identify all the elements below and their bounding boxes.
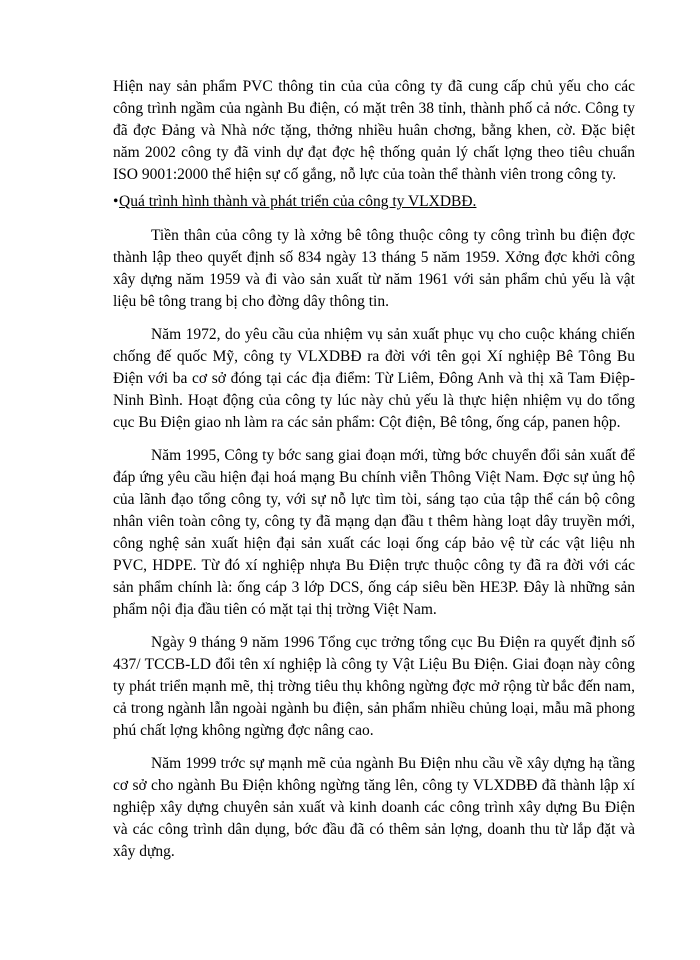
section-heading-text: Quá trình hình thành và phát triển của công ty VLXDBĐ.: [119, 193, 477, 210]
history-paragraph-1999: Năm 1999 trớc sự mạnh mẽ của ngành Bu Điện nhu cầu về xây dựng hạ tầng cơ sở cho ngành Bu Điện không ngừng tăng lên, công ty VLXDBĐ đã thành lập xí nghiệp xây dựng chuyên sản xuất và kinh doanh các công trình xây dựng Bu Điện và các công trình dân dụng, bớc đầu đã có thêm sản lợng, doanh thu từ lắp đặt và xây dựng.: [113, 755, 635, 860]
history-paragraph-1959: Tiền thân của công ty là xởng bê tông thuộc công ty công trình bu điện đợc thành lập theo quyết định số 834 ngày 13 tháng 5 năm 1959. Xởng đợc khởi công xây dựng năm 1959 và đi vào sản xuất từ năm 1961 với sản phẩm chủ yếu là vật liệu bê tông trang bị cho đờng dây thông tin.: [113, 227, 635, 310]
document-body: [113, 76, 635, 874]
history-paragraph-1995: Năm 1995, Công ty bớc sang giai đoạn mới, từng bớc chuyển đổi sản xuất để đáp ứng yêu cầu hiện đại hoá mạng Bu chính viễn Thông Việt Nam. Đợc sự ủng hộ của lãnh đạo tổng công ty, với sự nỗ lực tìm tòi, sáng tạo của tập thể cán bộ công nhân viên toàn công ty, công ty đã mạng dạn đầu t thêm hàng loạt dây truyền mới, công nghệ sản xuất hiện đại sản xuất các loại ống cáp bảo vệ từ các vật liệu nh PVC, HDPE. Từ đó xí nghiệp nhựa Bu Điện trực thuộc công ty đã ra đời với các sản phẩm chính là: ống cáp 3 lớp DCS, ống cáp siêu bền HE3P. Đây là những sản phẩm nội địa đầu tiên có mặt tại thị trờng Việt Nam.: [113, 447, 635, 618]
bullet-icon: •: [113, 193, 119, 210]
intro-paragraph: Hiện nay sản phẩm PVC thông tin của của công ty đã cung cấp chủ yếu cho các công trình ngầm của ngành Bu điện, có mặt trên 38 tỉnh, thành phố cả nớc. Công ty đã đợc Đảng và Nhà nớc tặng, thởng nhiều huân chơng, bằng khen, cờ. Đặc biệt năm 2002 công ty đã vinh dự đạt đợc hệ thống quản lý chất lợng theo tiêu chuẩn ISO 9001:2000 thể hiện sự cố gắng, nỗ lực của toàn thể thành viên trong công ty.: [113, 78, 635, 183]
history-paragraph-1972: Năm 1972, do yêu cầu của nhiệm vụ sản xuất phục vụ cho cuộc kháng chiến chống đế quốc Mỹ, công ty VLXDBĐ ra đời với tên gọi Xí nghiệp Bê Tông Bu Điện với ba cơ sở đóng tại các địa điểm: Từ Liêm, Đông Anh và thị xã Tam Điệp- Ninh Bình. Hoạt động của công ty lúc này chủ yếu là thực hiện nhiệm vụ do tổng cục Bu Điện giao nh làm ra các sản phẩm: Cột điện, Bê tông, ống cáp, panen hộp.: [113, 326, 635, 431]
section-heading: [113, 191, 635, 213]
history-paragraph-1996: Ngày 9 tháng 9 năm 1996 Tổng cục trởng tổng cục Bu Điện ra quyết định số 437/ TCCB-LD đổi tên xí nghiệp là công ty Vật Liệu Bu Điện. Giai đoạn này công ty phát triển mạnh mẽ, thị trờng tiêu thụ không ngừng đợc mở rộng từ bắc đến nam, cả trong ngành lẫn ngoài ngành bu điện, sản phẩm nhiều chủng loại, mẫu mã phong phú chất lợng không ngừng đợc nâng cao.: [113, 634, 635, 739]
